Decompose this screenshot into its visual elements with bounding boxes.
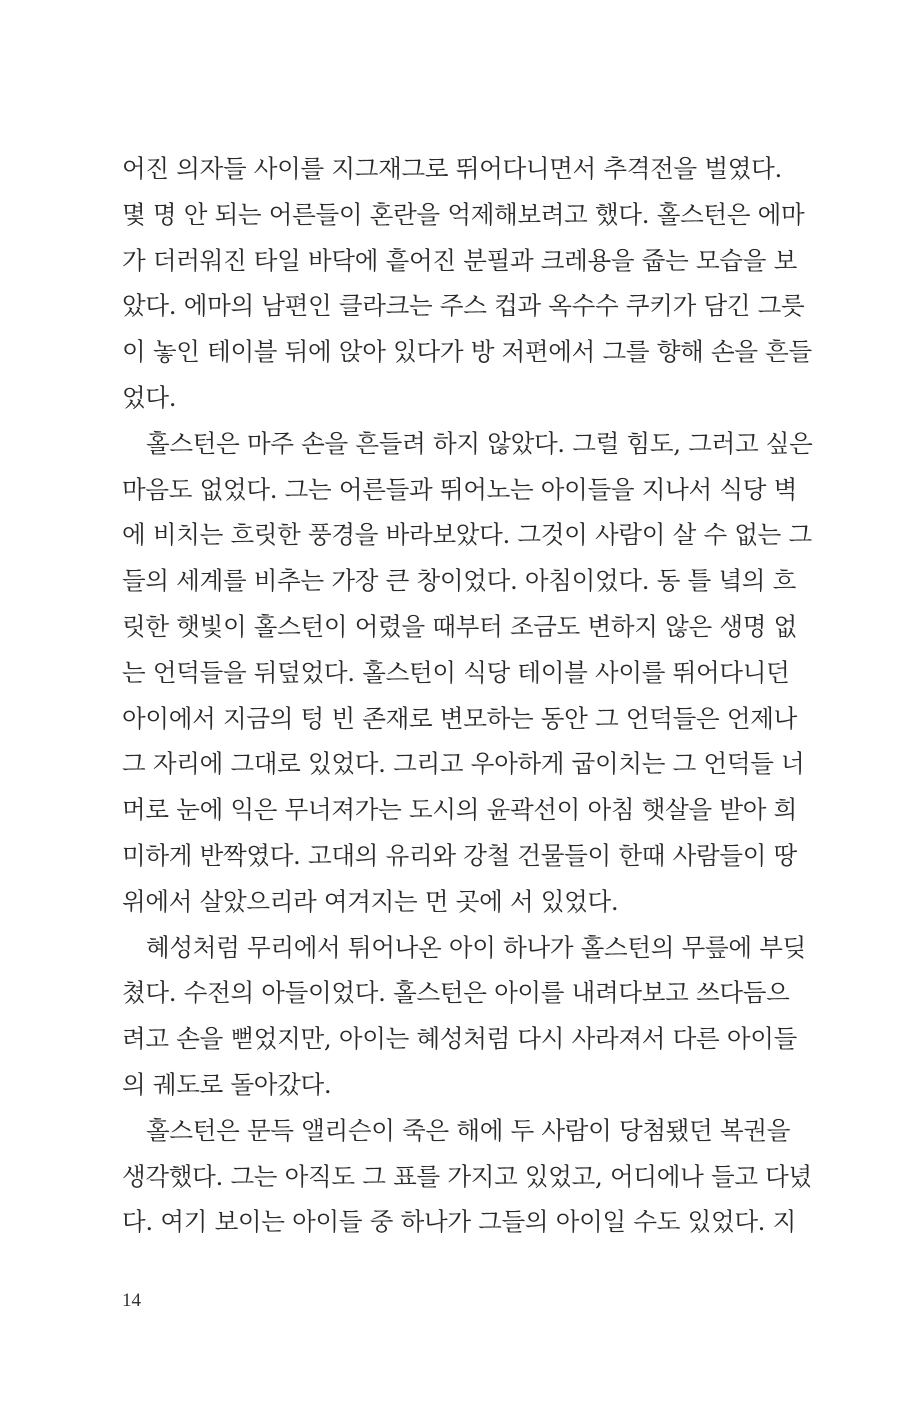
text-line: 홀스턴은 문득 앨리슨이 죽은 해에 두 사람이 당첨됐던 복권을 <box>146 1115 791 1145</box>
text-line: 마음도 없었다. 그는 어른들과 뛰어노는 아이들을 지나서 식당 벽 <box>122 474 797 504</box>
text-line: 릿한 햇빛이 홀스턴이 어렸을 때부터 조금도 변하지 않은 생명 없 <box>122 611 797 641</box>
body-text <box>122 146 813 1245</box>
text-line: 의 궤도로 돌아갔다. <box>122 1069 332 1099</box>
page-number: 14 <box>122 1290 141 1311</box>
text-line: 가 더러워진 타일 바닥에 흩어진 분필과 크레용을 줍는 모습을 보 <box>122 245 797 275</box>
text-line: 었다. <box>122 382 177 412</box>
text-line: 생각했다. 그는 아직도 그 표를 가지고 있었고, 어디에나 들고 다녔 <box>122 1161 812 1191</box>
text-line: 미하게 반짝였다. 고대의 유리와 강철 건물들이 한때 사람들이 땅 <box>122 840 797 870</box>
text-line: 다. 여기 보이는 아이들 중 하나가 그들의 아이일 수도 있었다. 지 <box>122 1207 797 1237</box>
text-line: 쳤다. 수전의 아들이었다. 홀스턴은 아이를 내려다보고 쓰다듬으 <box>122 978 790 1008</box>
text-line: 는 언덕들을 뒤덮었다. 홀스턴이 식당 테이블 사이를 뛰어다니던 <box>122 657 790 687</box>
text-line: 홀스턴은 마주 손을 흔들려 하지 않았다. 그럴 힘도, 그러고 싶은 <box>146 428 813 458</box>
text-line: 았다. 에마의 남편인 클라크는 주스 컵과 옥수수 쿠키가 담긴 그릇 <box>122 291 805 321</box>
text-line: 그 자리에 그대로 있었다. 그리고 우아하게 굽이치는 그 언덕들 너 <box>122 749 805 779</box>
text-line: 머로 눈에 익은 무너져가는 도시의 윤곽선이 아침 햇살을 받아 희 <box>122 795 797 825</box>
text-line: 들의 세계를 비추는 가장 큰 창이었다. 아침이었다. 동 틀 녘의 흐 <box>122 566 797 596</box>
text-line: 혜성처럼 무리에서 튀어나온 아이 하나가 홀스턴의 무릎에 부딪 <box>146 932 806 962</box>
text-line: 몇 명 안 되는 어른들이 혼란을 억제해보려고 했다. 홀스턴은 에마 <box>122 199 805 229</box>
text-line: 려고 손을 뻗었지만, 아이는 혜성처럼 다시 사라져서 다른 아이들 <box>122 1024 797 1054</box>
text-line: 위에서 살았으리라 여겨지는 먼 곳에 서 있었다. <box>122 886 619 916</box>
text-line: 이 놓인 테이블 뒤에 앉아 있다가 방 저편에서 그를 향해 손을 흔들 <box>122 337 812 367</box>
text-line: 아이에서 지금의 텅 빈 존재로 변모하는 동안 그 언덕들은 언제나 <box>122 703 797 733</box>
text-line: 어진 의자들 사이를 지그재그로 뛰어다니면서 추격전을 벌였다. <box>122 154 782 183</box>
text-line: 에 비치는 흐릿한 풍경을 바라보았다. 그것이 사람이 살 수 없는 그 <box>122 520 812 550</box>
